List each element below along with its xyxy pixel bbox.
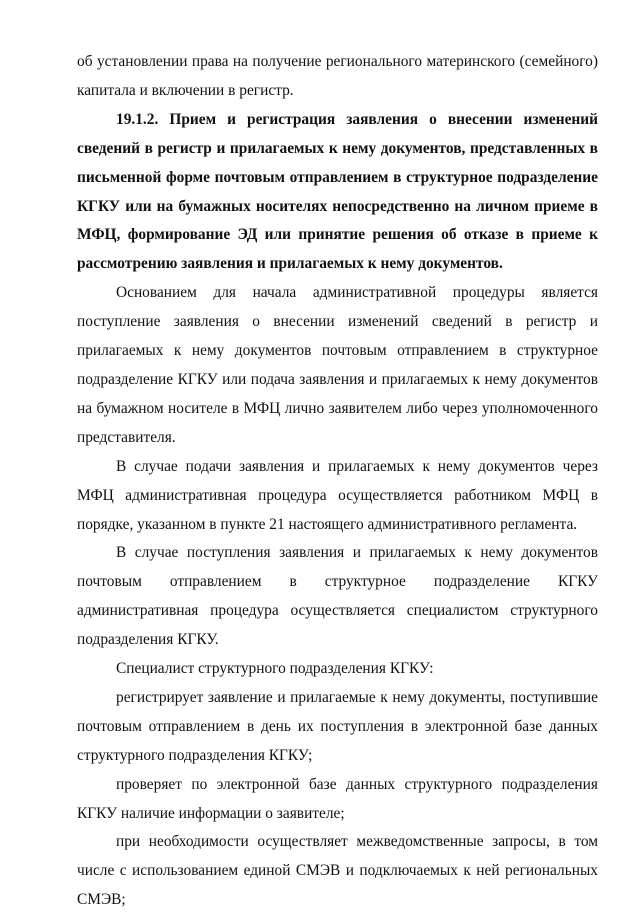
paragraph-specialist-intro: Специалист структурного подразделения КГКУ: xyxy=(116,660,434,678)
paragraph-basis: Основанием для начала административной процедуры является поступление заявления о внесении изменений сведений в регистр и прилагаемых к нему документов почтовым отправлением в структурное подразделение КГКУ или подача заявления и прилагаемых к нему документов на бумажном носителе в МФЦ лично заявителем либо через уполномоченного представителя. xyxy=(77,284,598,446)
document-page xyxy=(77,48,598,915)
paragraph-mfc-submission: В случае подачи заявления и прилагаемых к нему документов через МФЦ административная процедура осуществляется работником МФЦ в порядке, указанном в пункте 21 настоящего административного регламента. xyxy=(77,457,598,533)
list-item-registers: регистрирует заявление и прилагаемые к нему документы, поступившие почтовым отправлением в день их поступления в электронной базе данных структурного подразделения КГКУ; xyxy=(77,688,598,764)
section-heading-19-1-2: 19.1.2. Прием и регистрация заявления о внесении изменений сведений в регистр и прилагаемых к нему документов, представленных в письменной форме почтовым отправлением в структурное подразделение КГКУ или на бумажных носителях непосредственно на личном приеме в МФЦ, формирование ЭД или принятие решения об отказе в приеме к рассмотрению заявления и прилагаемых к нему документов. xyxy=(77,110,598,273)
paragraph-postal-submission: В случае поступления заявления и прилагаемых к нему документов почтовым отправлением в структурное подразделение КГКУ административная процедура осуществляется специалистом структурного подразделения КГКУ. xyxy=(77,544,598,649)
paragraph-continuation: об установлении права на получение регионального материнского (семейного) капитала и включении в регистр. xyxy=(77,53,598,99)
list-item-requests: при необходимости осуществляет межведомственные запросы, в том числе с использованием единой СМЭВ и подключаемых к ней региональных СМЭВ; xyxy=(77,833,598,909)
list-item-checks: проверяет по электронной базе данных структурного подразделения КГКУ наличие информации о заявителе; xyxy=(77,775,598,822)
